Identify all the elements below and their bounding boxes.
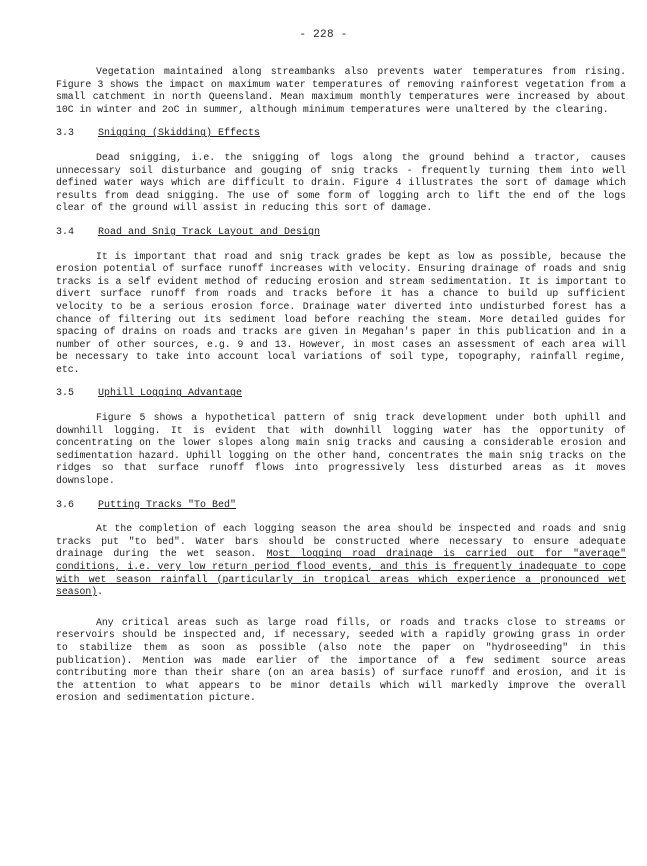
- section-title: Snigging (Skidding) Effects: [98, 128, 261, 140]
- paragraph-dead-snigging: Dead snigging, i.e. the snigging of logs along the ground behind a tractor, causes unnecessary soil disturbance and gouging of snig tracks - frequently turning them into well defined water ways which are difficult to drain. Figure 4 illustrates the sort of damage which results from dead snigging. The use of some form of logging arch to lift the end of the logs clear of the ground will assist in reducing this sort of damage.: [56, 151, 626, 214]
- paragraph-road-layout: It is important that road and snig track grades be kept as low as possible, because the erosion potential of surface runoff increases with velocity. Ensuring drainage of roads and snig tracks is a self evident method of reducing erosion and stream sedimentation. It is important to divert surface runoff from roads and tracks before it has a chance to build up sufficient velocity to be a serious erosion force. Drainage water diverted into undisturbed forest has a chance of filtering out its sediment load before reaching the steam. More detailed guides for spacing of drains on roads and tracks are given in Megahan's paper in this publication and in a number of other sources, e.g. 9 and 13. However, in most cases an assessment of each area will be necessary to take into account local variations of soil type, topography, rainfall regime, etc.: [56, 250, 626, 375]
- paragraph-putting-tracks-to-bed: [56, 523, 626, 599]
- paragraph-vegetation: Vegetation maintained along streambanks also prevents water temperatures from rising. Figure 3 shows the impact on maximum water temperatures of removing rainforest vegetation from a small catchment in north Queensland. Mean maximum monthly temperatures were increased by about 10C in winter and 2oC in summer, although minimum temperatures were unaltered by the clearing.: [56, 66, 626, 115]
- section-number: 3.4: [56, 226, 75, 238]
- underlined-passage: Most logging road drainage is carried out for "average" conditions, i.e. very low return period flood events, and this is frequently inadequate to cope with wet season rainfall (particularly in tropical areas which experience a pronounced wet season): [56, 548, 626, 598]
- section-heading-3-3: [56, 128, 626, 141]
- document-body: [56, 66, 626, 715]
- section-heading-3-5: [56, 388, 626, 401]
- paragraph-critical-areas: Any critical areas such as large road fills, or roads and tracks close to streams or reservoirs should be inspected and, if necessary, seeded with a rapidly growing grass in order to stabilize them as soon as possible (also note the paper on "hydroseeding" in this publication). Mention was made earlier of the importance of a few sediment source areas contributing more than their share (on an area basis) of surface runoff and erosion, and it is the attention to what appears to be minor details which will markedly improve the overall erosion and sedimentation picture.: [56, 616, 626, 704]
- section-number: 3.6: [56, 499, 75, 511]
- paragraph-text-end: .: [97, 586, 104, 598]
- section-title: Putting Tracks "To Bed": [98, 499, 237, 511]
- page-number: - 228 -: [299, 29, 348, 41]
- paragraph-text: At the completion of each logging season the area should be inspected and roads and snig tracks put "to bed". Water bars should be constructed where necessary to ensure adequate drainage during the wet season.: [56, 523, 626, 560]
- paragraph-uphill-logging: Figure 5 shows a hypothetical pattern of snig track development under both uphill and downhill logging. It is evident that with downhill logging water has the opportunity of concentrating on the lower slopes along main snig tracks and causing a considerable erosion and sedimentation hazard. Uphill logging on the other hand, concentrates the main snig tracks on the ridges so that surface runoff flows into progressively less disturbed areas as it moves downslope.: [56, 412, 626, 487]
- section-heading-3-6: [56, 500, 626, 513]
- section-number: 3.5: [56, 388, 75, 400]
- section-title: Uphill Logging Advantage: [98, 388, 243, 400]
- section-title: Road and Snig Track Layout and Design: [98, 226, 321, 238]
- section-number: 3.3: [56, 128, 75, 140]
- section-heading-3-4: [56, 227, 626, 240]
